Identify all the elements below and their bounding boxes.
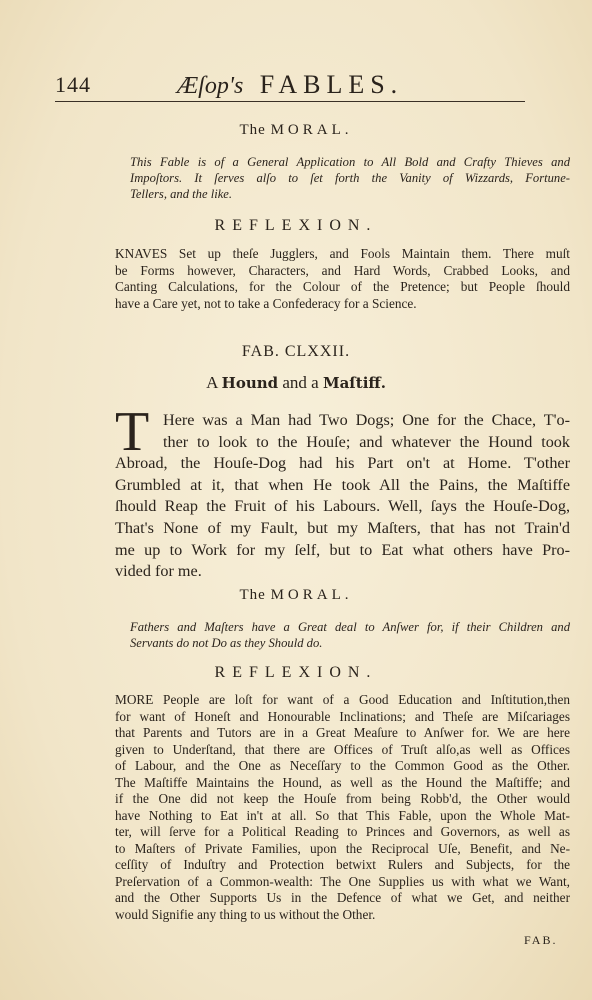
moral-heading-caps: MORAL. <box>270 122 353 138</box>
reflexion-heading-1: REFLEXION. <box>214 217 378 234</box>
reflexion-line: have a Care yet, not to take a Confederacy for a Science. <box>115 295 417 311</box>
reflexion-line: that Parents and Tutors are in a Great Meaſure to Anſwer for. We are here <box>115 725 570 740</box>
moral-line: Fathers and Maſters have a Great deal to Anſwer for, if their Children and <box>130 620 570 634</box>
fable-title-a: A <box>206 373 218 392</box>
reflexion-line: have Nothing to Eat in't at all. So that This Fable, upon the Whole Mat- <box>115 807 570 823</box>
fable-line: ther to look to the Houſe; and whatever the Hound took <box>163 432 570 451</box>
moral-heading-prefix: The <box>239 587 266 603</box>
running-title-italic: Æſop's <box>176 73 244 99</box>
fable-line: ſhould Reap the Fruit of his Labours. Well, ſays the Houſe-Dog, <box>115 497 570 516</box>
fable-title-mastiff: Maſtiff. <box>322 374 386 392</box>
reflexion-text-1 <box>115 246 570 312</box>
fable-line: Abroad, the Houſe-Dog had his Part on't at Home. T'other <box>115 454 570 473</box>
reflexion-line: Preſervation of a Common-wealth: The One Supplies us with what we Want, <box>115 873 570 889</box>
reflexion-line: KNAVES Set up theſe Jugglers, and Fools Maintain them. There muſt <box>115 246 570 261</box>
reflexion-line: ter, will ſerve for a Political Reading to Princes and Governors, as well as <box>115 824 570 839</box>
reflexion-line: if the One did not keep the Houſe from being Robb'd, the Other would <box>115 791 570 806</box>
reflexion-heading-2: REFLEXION. <box>214 664 378 681</box>
catchword: FAB. <box>524 933 558 947</box>
moral-line: Tellers, and the like. <box>130 187 233 201</box>
moral-heading-2 <box>0 587 592 604</box>
fable-title-and: and a <box>282 373 319 392</box>
moral-text-2 <box>130 619 570 651</box>
fable-line: vided for me. <box>115 562 202 581</box>
moral-heading-caps: MORAL. <box>270 587 353 603</box>
moral-line: Servants do not Do as they Should do. <box>130 636 323 650</box>
moral-heading-prefix: The <box>239 122 266 138</box>
running-title <box>55 70 525 100</box>
fable-line: me up to Work for my ſelf, but to Eat what others have Pro- <box>115 540 570 559</box>
reflexion-line: Canting Calculations, for the Colour of the Pretence; but People ſhould <box>115 279 570 294</box>
fable-number: FAB. CLXXII. <box>241 343 351 360</box>
drop-cap: T <box>115 401 150 463</box>
reflexion-text-2 <box>115 692 570 923</box>
moral-text-1 <box>130 154 570 202</box>
reflexion-line: ceſſity of Induſtry and Protection betwixt Rulers and Subjects, for the <box>115 857 570 872</box>
reflexion-line: of Labour, and the One as Neceſſary to the Common Good as the Other. <box>115 758 570 773</box>
reflexion-line: be Forms however, Characters, and Hard Words, Crabbed Looks, and <box>115 262 570 278</box>
fable-line: Here was a Man had Two Dogs; One for the Chace, T'o- <box>163 411 570 429</box>
reflexion-line: given to Underſtand, that there are Offices of Truſt alſo,as well as Offices <box>115 741 570 757</box>
moral-heading-1 <box>0 122 592 139</box>
moral-line: Impoſtors. It ſerves alſo to ſet forth the Vanity of Wizzards, Fortune- <box>130 171 570 185</box>
reflexion-line: would Signifie any thing to us without the Other. <box>115 906 376 922</box>
moral-line: This Fable is of a General Application to All Bold and Crafty Thieves and <box>130 155 570 169</box>
reflexion-line: for want of Honeſt and Honourable Inclinations; and Theſe are Miſcariages <box>115 708 570 724</box>
fable-title-hound: Hound <box>221 374 279 392</box>
reflexion-line: and the Other Supports Us in the Defence of what we Get, and neither <box>115 890 570 905</box>
running-title-caps: FABLES. <box>259 70 404 99</box>
header-rule <box>55 101 525 102</box>
reflexion-line: MORE People are loſt for want of a Good Education and Inſtitution,then <box>115 692 570 707</box>
page-number: 144 <box>55 72 91 97</box>
fable-text <box>115 410 570 583</box>
page-header <box>55 70 525 98</box>
fable-title <box>0 373 592 393</box>
fable-line: That's None of my Fault, but my Maſters, that has not Train'd <box>115 518 570 537</box>
reflexion-line: The Maſtiffe Maintains the Hound, as well as the Hound the Maſtiffe; and <box>115 774 570 790</box>
reflexion-line: to Maſters of Private Families, upon the Reciprocal Uſe, Benefit, and Ne- <box>115 840 570 856</box>
fable-line: Grumbled at it, that when He took All the Pains, the Maſtiffe <box>115 475 570 494</box>
